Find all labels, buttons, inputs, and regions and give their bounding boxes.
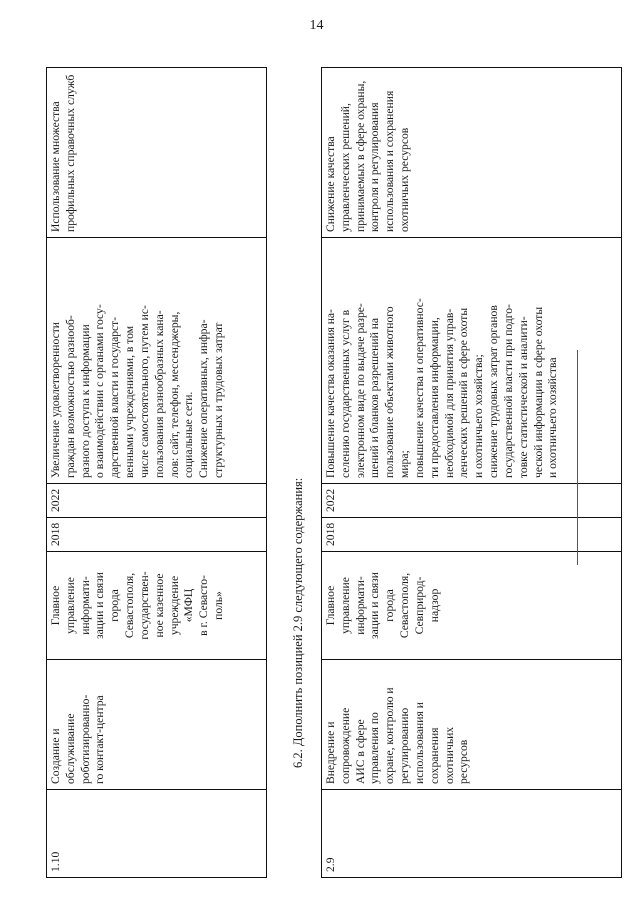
start-year-cell: 2018: [322, 518, 622, 552]
end-year-cell: 2022: [322, 484, 622, 518]
risk-cell: Снижение качества управленческих решений, принимаемых в сфере охраны, контроля и регулирования использования и сохранения охотничьих ресурсов: [322, 68, 622, 238]
rotated-landscape-content: [0, 58, 633, 888]
measure-name-cell: Внедрение и сопровождение АИС в сфере управления по охране, контролю и регулированию использования и сохранения охотничьих ресурсов: [322, 660, 622, 790]
end-year-cell: 2022: [47, 484, 267, 518]
measure-name-cell: Создание и обслуживание роботизированно- го контакт-центра: [47, 660, 267, 790]
section-heading: 6.2. Дополнить позицией 2.9 следующего содержания:: [291, 477, 305, 768]
table-row: [47, 68, 267, 878]
table-1: [46, 67, 267, 878]
risk-cell: Использование множества профильных справочных служб: [47, 68, 267, 238]
row-number: 1.10: [47, 790, 267, 878]
page-number: 14: [309, 18, 324, 33]
executor-cell: Главное управление информати- зации и связи города Севастополя, Севприрод- надзор: [322, 552, 622, 660]
executor-cell: Главное управление информати- зации и связи города Севастополя, государствен- ное казенное учреждение «МФЦ в г. Севасто- поль»: [47, 552, 267, 660]
row-number: 2.9: [322, 790, 622, 878]
separator-line: [577, 350, 578, 565]
expected-result-cell: Повышение качества оказания на- селению государственных услуг в электронном виде по выдаче разре- шений и бланков разрешений на пользование объектами животного мира; повышение качества и оперативнос- ти предоставления информации, необходимой для принятия управ- ленческих решений в сфере охоты и охотничьего хозяйства; снижение трудовых затрат органов государственной власти при подго- товке статистической и аналити- ческой информации в сфере охоты и охотничьего хозяйства: [322, 238, 622, 484]
start-year-cell: 2018: [47, 518, 267, 552]
expected-result-cell: Увеличение удовлетворенности граждан возможностью разнооб- разного доступа к информации о взаимодействии с органами госу- дарственной власти и государст- венными учреждениями, в том числе самостоятельного, путем ис- пользования разнообразных кана- лов: сайт, телефон, мессенджеры, социальные сети. Снижение оперативных, инфра- структурных и трудовых затрат: [47, 238, 267, 484]
